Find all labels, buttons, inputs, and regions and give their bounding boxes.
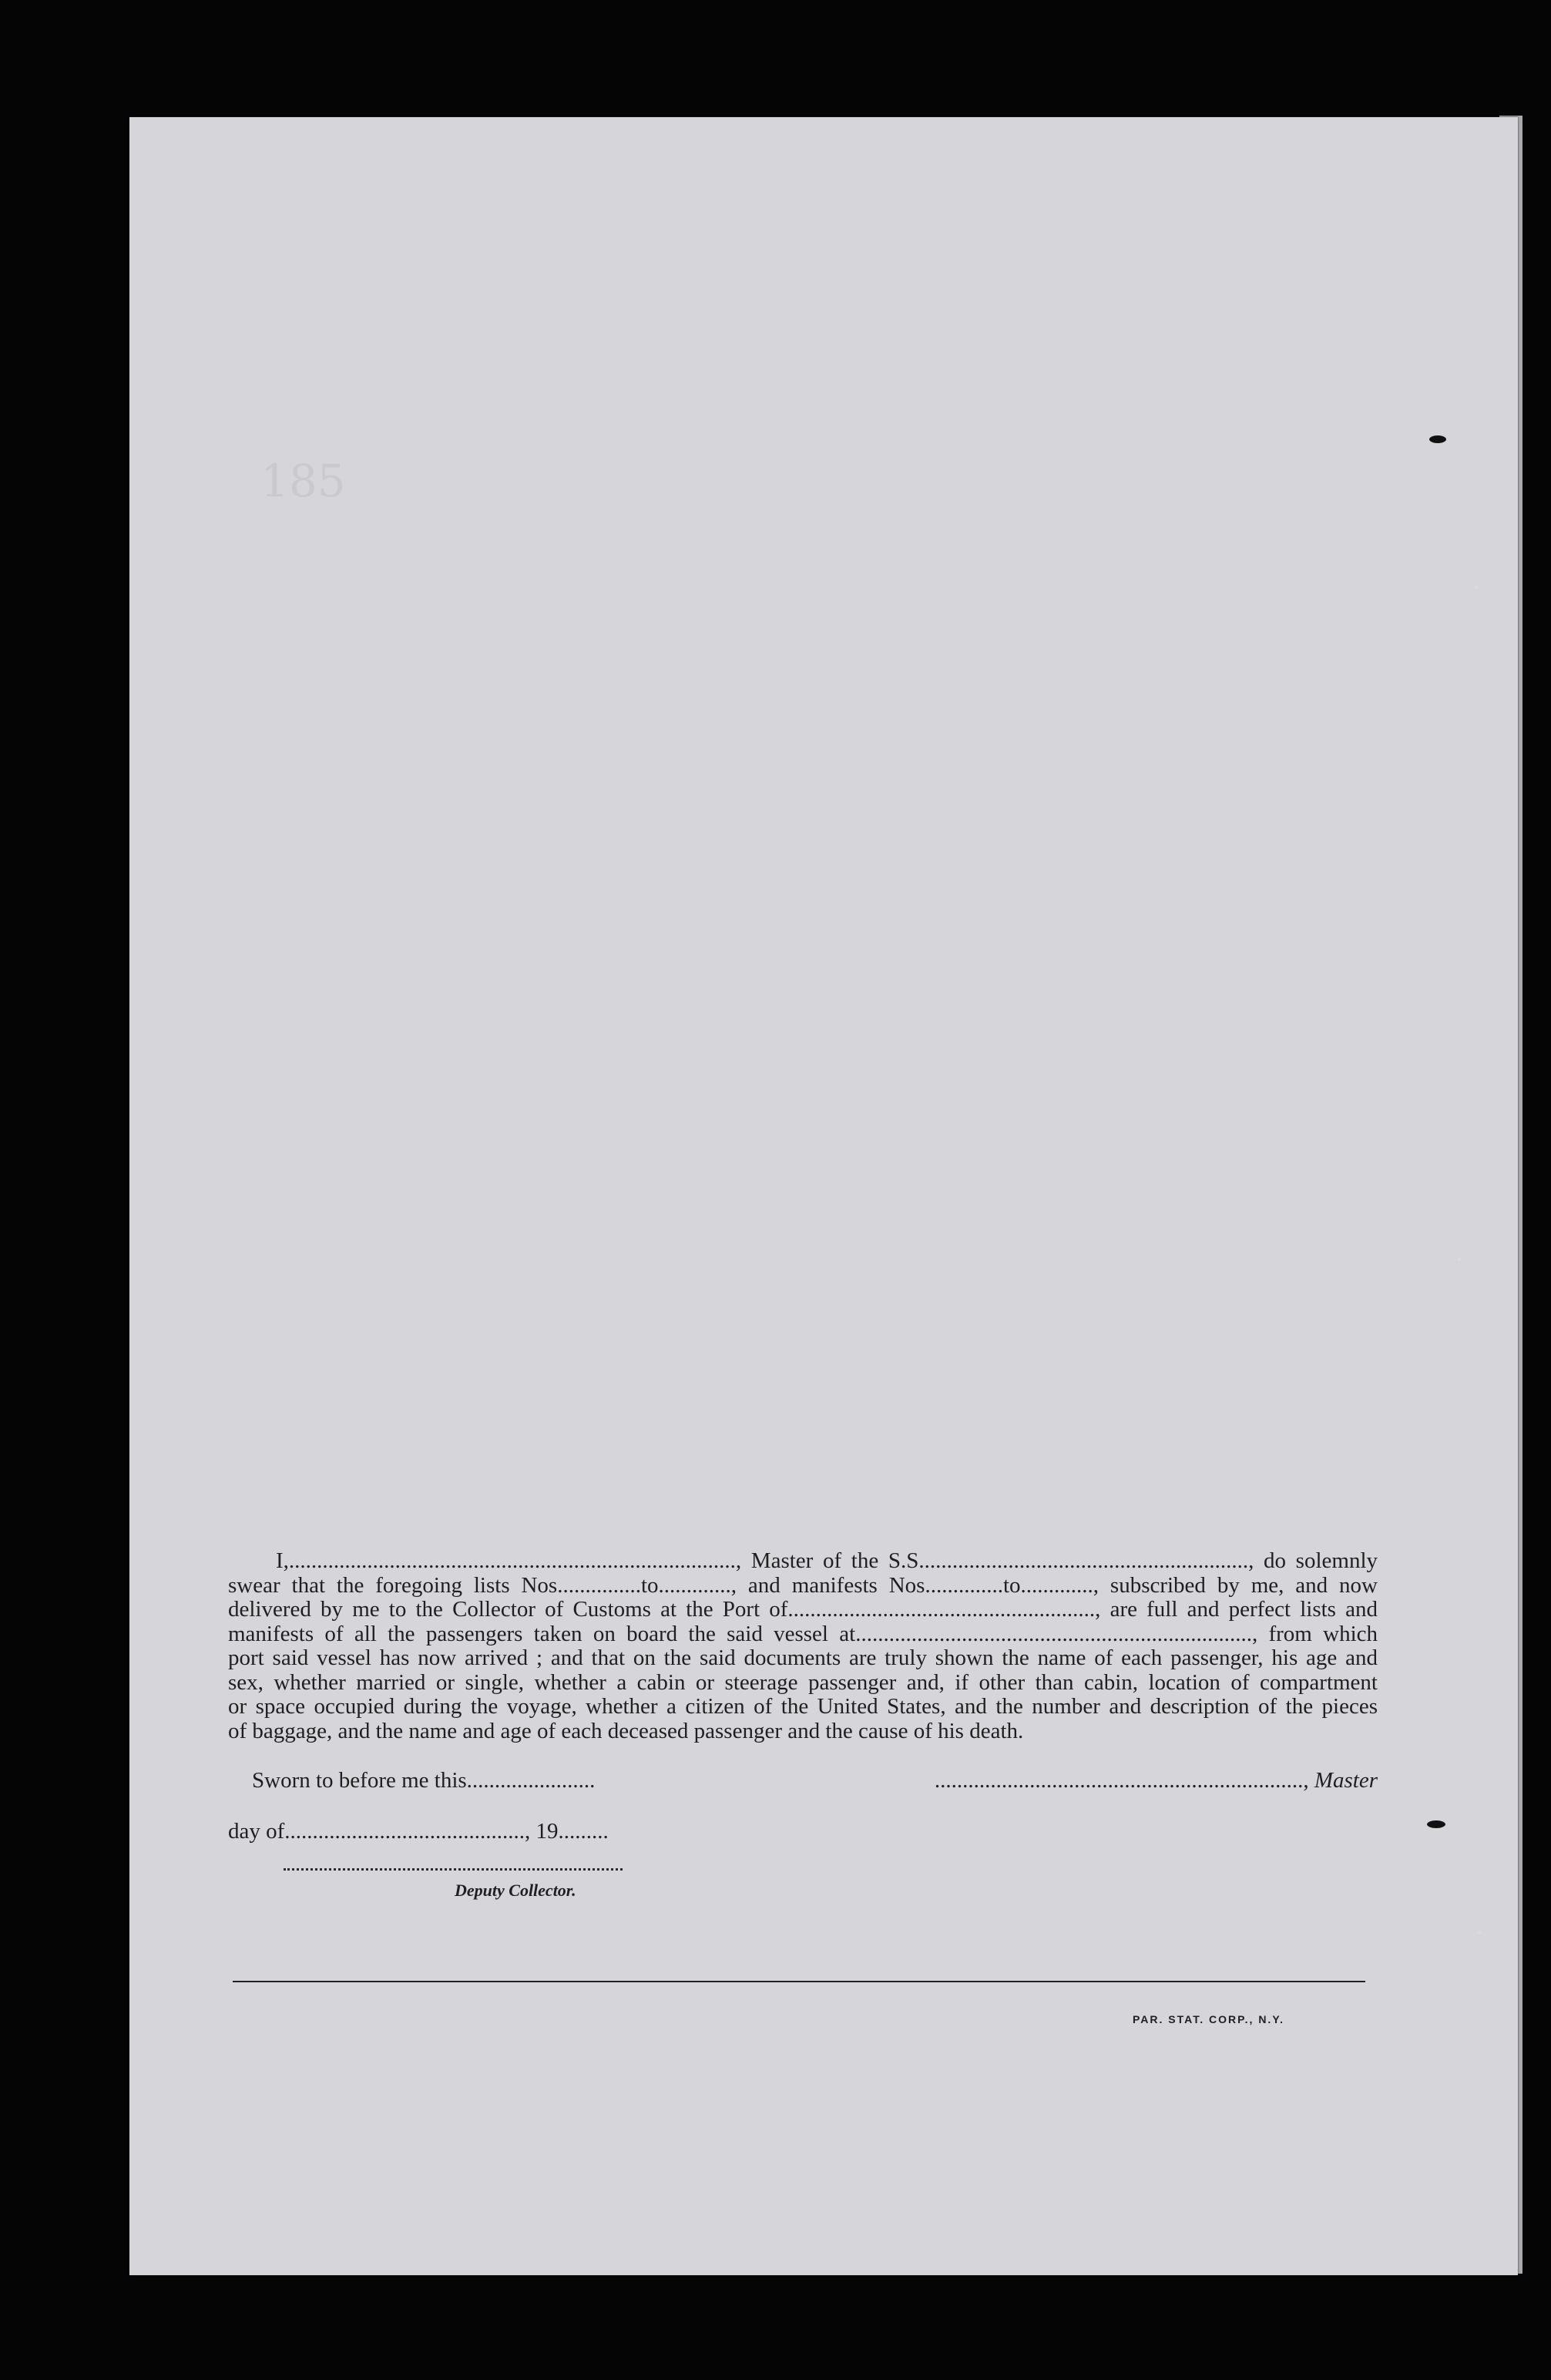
deputy-collector-label: Deputy Collector. (455, 1881, 576, 1900)
dust-speck (1475, 586, 1478, 589)
oath-line: I,................................................................................, Master of the S.S..........................................................., do solemnly (276, 1549, 1378, 1573)
dust-speck (1429, 435, 1446, 443)
bleed-through-number: 185 (260, 455, 346, 507)
horizontal-rule (233, 1981, 1365, 1982)
sworn-line: Sworn to before me this....................... (252, 1768, 596, 1793)
oath-paragraph (228, 1549, 1378, 1743)
oath-line: delivered by me to the Collector of Customs at the Port of......................................................., are full and perfect lists and (228, 1598, 1378, 1622)
day-of-line: day of..........................................., 19......... (228, 1819, 609, 1844)
master-signature-line (913, 1768, 1378, 1793)
oath-line: port said vessel has now arrived ; and that on the said documents are truly shown the name of each passenger, his age and (228, 1646, 1378, 1670)
master-signature-dots: .................................................................., (934, 1768, 1314, 1793)
master-label: Master (1314, 1768, 1378, 1793)
dust-speck (1458, 1258, 1461, 1261)
oath-line: or space occupied during the voyage, whether a citizen of the United States, and the number and description of the pieces (228, 1695, 1378, 1719)
dust-speck (1427, 1820, 1445, 1828)
deputy-signature-line (284, 1868, 623, 1871)
oath-line: swear that the foregoing lists Nos...............to............., and manifests Nos..............to............., subscribed by me, and now (228, 1573, 1378, 1598)
form-sheet (129, 117, 1518, 2275)
dust-speck (1478, 1931, 1481, 1934)
oath-line: of baggage, and the name and age of each deceased passenger and the cause of his death. (228, 1719, 1024, 1743)
oath-line: sex, whether married or single, whether a cabin or steerage passenger and, if other than cabin, location of compartment (228, 1670, 1378, 1695)
printer-imprint: PAR. STAT. CORP., N.Y. (1133, 2013, 1284, 2025)
oath-line: manifests of all the passengers taken on board the said vessel at......................................................................., from which (228, 1622, 1378, 1646)
